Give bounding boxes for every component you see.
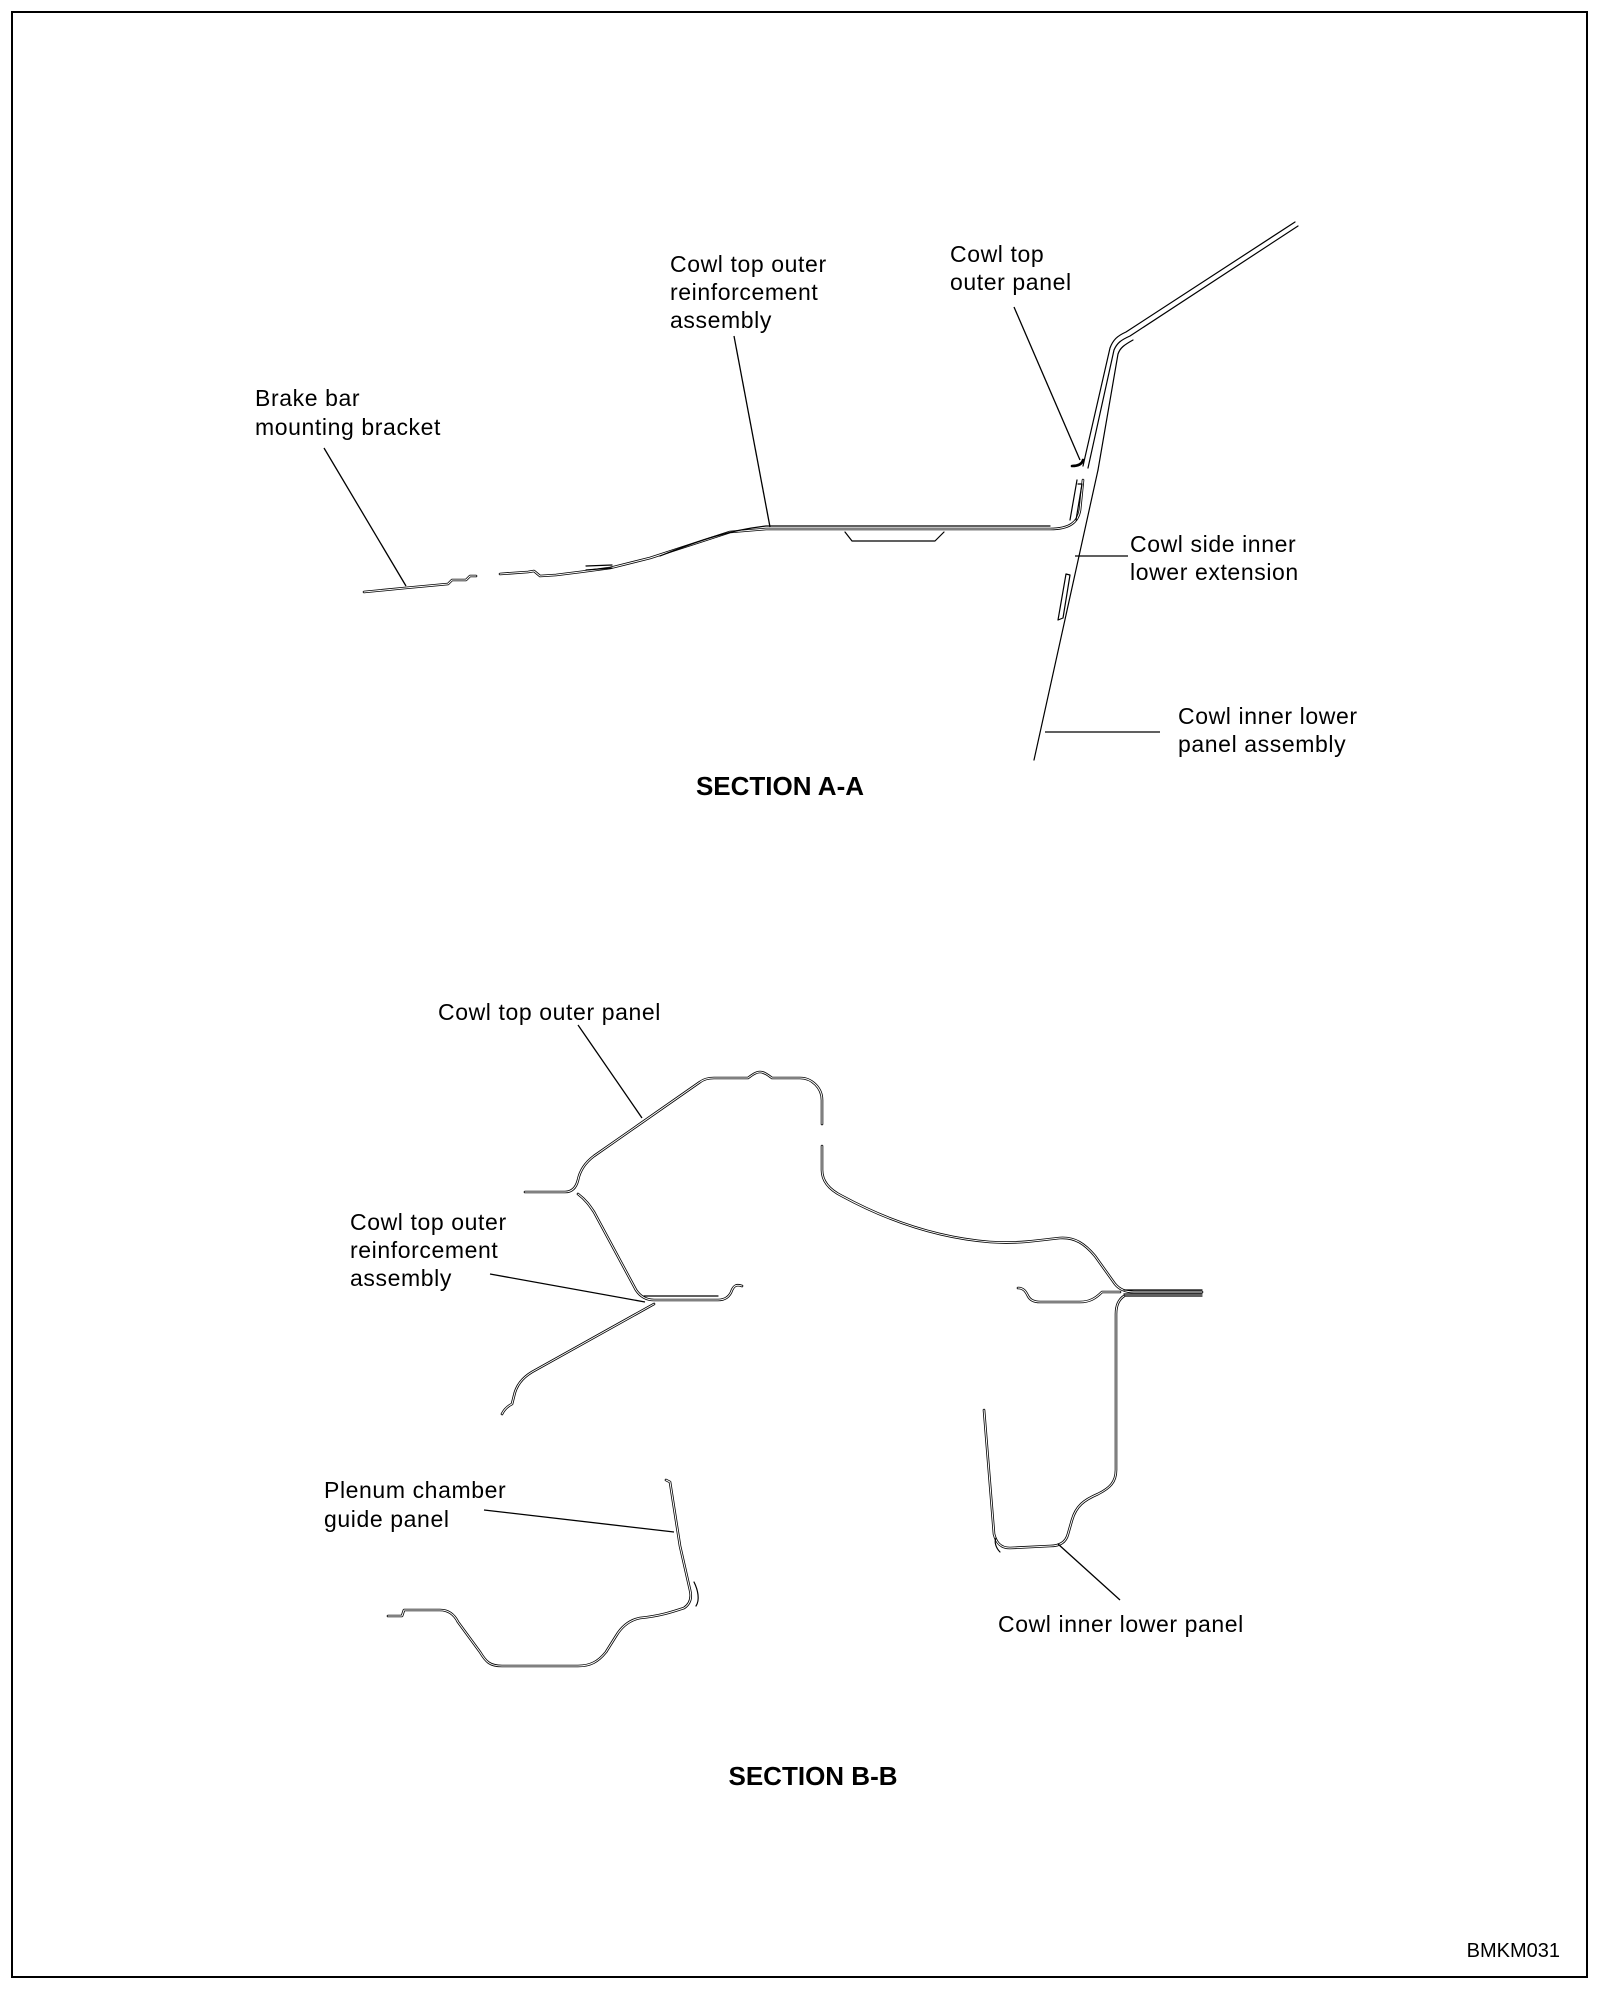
label-inner-lower-aa: Cowl inner lower panel assembly <box>1178 703 1358 757</box>
section-aa <box>255 222 1365 801</box>
leader-outer-panel-aa <box>1014 307 1080 460</box>
label-side-inner: Cowl side inner lower extension <box>1130 531 1299 585</box>
reinforcement-shape-aa <box>500 480 1083 576</box>
label-inner-lower-bb: Cowl inner lower panel <box>998 1611 1244 1637</box>
section-bb <box>324 999 1244 1791</box>
inner-lower-panel-shape-bb <box>984 1288 1202 1552</box>
figure-code: BMKM031 <box>1466 1940 1560 1962</box>
leader-plenum <box>484 1510 674 1532</box>
leader-reinforcement-bb <box>490 1274 645 1302</box>
leader-reinforcement-aa <box>734 336 770 527</box>
label-outer-panel-bb: Cowl top outer panel <box>438 999 661 1025</box>
leader-inner-lower-bb <box>1058 1544 1120 1600</box>
label-brake-bar: Brake bar mounting bracket <box>255 385 442 440</box>
brake-bar-mounting-bracket-shape <box>364 576 476 592</box>
label-plenum: Plenum chamber guide panel <box>324 1477 507 1532</box>
outer-panel-shape-aa <box>1072 222 1298 470</box>
reinforcement-shape-bb <box>502 1194 742 1414</box>
outer-panel-shape-bb <box>525 1072 1202 1292</box>
leader-brake-bar <box>324 448 406 586</box>
section-bb-title: SECTION B-B <box>728 1761 898 1791</box>
label-reinforcement-bb: Cowl top outer reinforcement assembly <box>350 1209 507 1291</box>
section-aa-title: SECTION A-A <box>695 771 865 801</box>
inner-lower-panel-shape-aa <box>1034 470 1098 760</box>
leader-outer-panel-bb <box>578 1025 642 1118</box>
label-outer-panel-aa: Cowl top outer panel <box>950 241 1072 295</box>
drawing-border <box>12 12 1587 1977</box>
label-reinforcement-aa: Cowl top outer reinforcement assembly <box>670 251 827 333</box>
